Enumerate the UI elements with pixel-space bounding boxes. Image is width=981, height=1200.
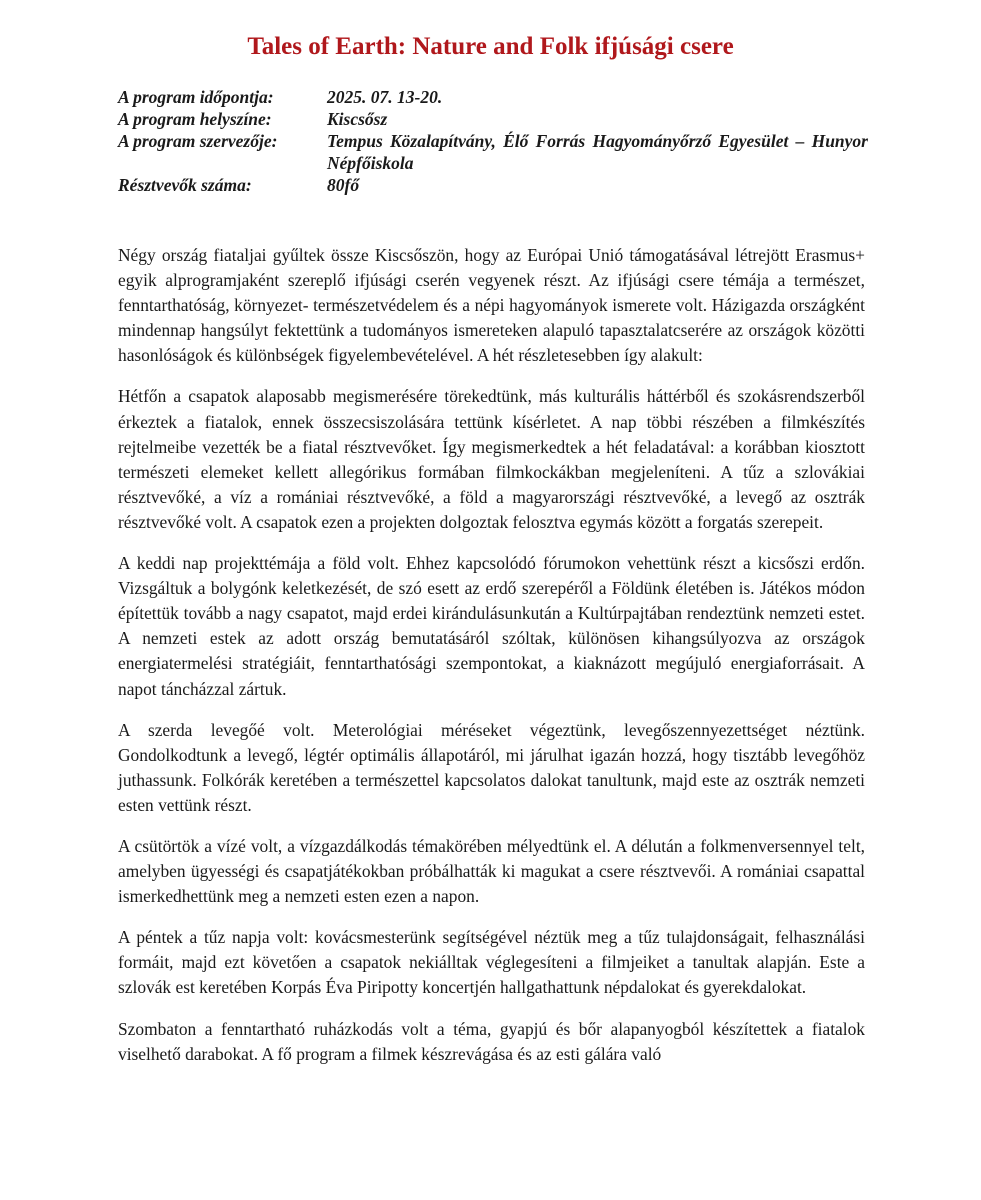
info-label: A program helyszíne: xyxy=(118,109,272,129)
info-label: A program szervezője: xyxy=(118,131,278,151)
info-value: Tempus Közalapítvány, Élő Forrás Hagyományőrző Egyesület – Hunyor Népfőiskola xyxy=(327,131,868,173)
document-title: Tales of Earth: Nature and Folk ifjúsági csere xyxy=(247,33,734,60)
program-info-table xyxy=(118,86,868,196)
paragraph-monday: Hétfőn a csapatok alaposabb megismerésére törekedtünk, más kulturális háttérből és szokásrendszerből érkeztek a fiatalok, ennek összecsiszolására tettünk kísérletet. A nap többi részében a filmkészítés rejtelmeibe vezették be a fiatal résztvevőket. Így megismerkedtek a hét feladatával: a korábban kiosztott természeti elemeket kellett allegórikus formában filmkockákban megjeleníteni. A tűz a szlovákiai résztvevőké, a víz a romániai résztvevőké, a föld a magyarországi résztvevőké, a levegő az osztrák résztvevőké volt. A csapatok ezen a projekten dolgoztak felosztva egymás között a forgatás szerepeit. xyxy=(118,386,865,532)
info-label: Résztvevők száma: xyxy=(118,175,252,195)
info-value: 2025. 07. 13-20. xyxy=(327,87,443,107)
paragraph-tuesday: A keddi nap projekttémája a föld volt. Ehhez kapcsolódó fórumokon vehettünk részt a kicsőszi erdőn. Vizsgáltuk a bolygónk keletkezését, de szó esett az erdő szerepéről a Földünk életében is. Játékos módon építettük tovább a nagy csapatot, majd erdei kirándulásunkután a Kultúrpajtában rendeztünk nemzeti estet. A nemzeti estek az adott ország bemutatásáról szóltak, különösen kihangsúlyozva az országok energiatermelési stratégiáit, fenntarthatósági szempontokat, a kiaknázott megújuló energiaforrásait. A napot táncházzal zártuk. xyxy=(118,553,865,699)
paragraph-saturday: Szombaton a fenntartható ruházkodás volt a téma, gyapjú és bőr alapanyogból készítettek a fiatalok viselhető darabokat. A fő program a filmek készrevágása és az esti gálára való xyxy=(118,1018,865,1064)
paragraph-friday: A péntek a tűz napja volt: kovácsmesterünk segítségével néztük meg a tűz tulajdonságait, felhasználási formáit, majd ezt követően a csapatok nekiálltak véglegesíteni a filmjeiket a tanultak alapján. Este a szlovák est keretében Korpás Éva Piripotty koncertjén hallgathattunk népdalokat és gyerekdalokat. xyxy=(118,927,865,998)
info-value: Kiscsősz xyxy=(327,109,388,129)
info-row-organizer xyxy=(118,130,868,174)
info-row-location xyxy=(118,108,868,130)
document-body xyxy=(118,243,865,1083)
paragraph-thursday: A csütörtök a vízé volt, a vízgazdálkodás témakörében mélyedtünk el. A délután a folkmenversennyel telt, amelyben ügyességi és csapatjátékokban próbálhatták ki magukat a csere résztvevői. A romániai csapattal ismerkedhettünk meg a nemzeti esten ezen a napon. xyxy=(118,835,865,907)
info-row-date xyxy=(118,86,868,108)
paragraph-wednesday: A szerda levegőé volt. Meterológiai méréseket végeztünk, levegőszennyezettséget néztünk. Gondolkodtunk a levegő, légtér optimális állapotáról, mi járulhat igazán hozzá, hogy tisztább levegőhöz juthassunk. Folkórák keretében a természettel kapcsolatos dalokat tanultunk, majd este az osztrák nemzeti esten vettünk részt. xyxy=(118,719,865,815)
info-value: 80fő xyxy=(327,175,360,195)
info-label: A program időpontja: xyxy=(118,87,274,107)
paragraph-intro: Négy ország fiataljai gyűltek össze Kiscsőszön, hogy az Európai Unió támogatásával létrejött Erasmus+ egyik alprogramjaként szereplő ifjúsági cserén vegyenek részt. Az ifjúsági csere témája a természet, fenntarthatóság, környezet- természetvédelem és a népi hagyományok ismerete volt. Házigazda országként mindennap hangsúlyt fektettünk a tudományos ismereteken alapuló tapasztalatcserére az országok közötti hasonlóságok és különbségek figyelembevételével. A hét részletesebben így alakult: xyxy=(118,245,865,366)
info-row-participants xyxy=(118,174,868,196)
